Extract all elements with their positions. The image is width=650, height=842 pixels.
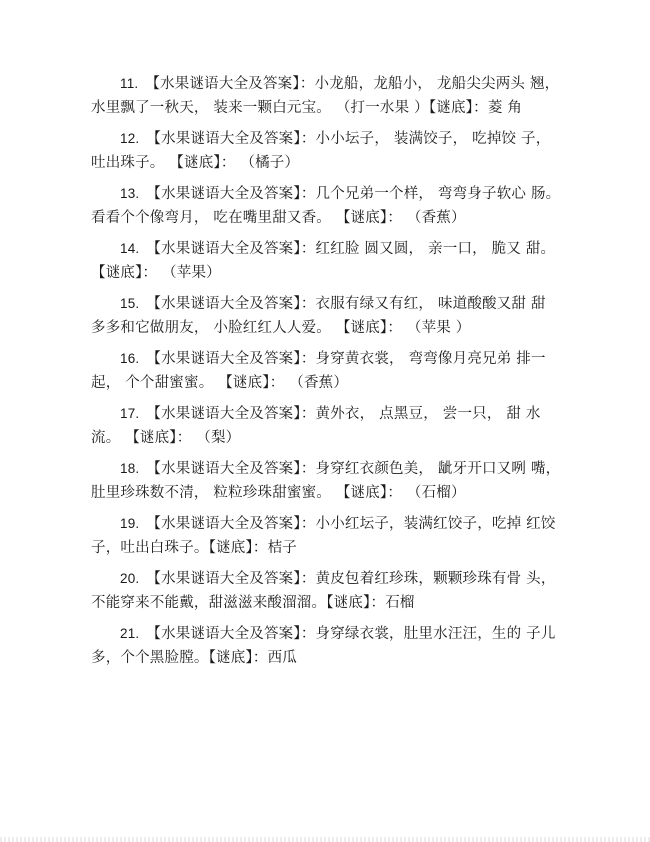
riddle-text: 【水果谜语大全及答案】：红红脸 圆又圆， 亲一口， 脆又 甜。 【谜底】： （苹果） [91,241,561,281]
riddle-number: 13. [120,186,140,201]
riddle-text: 【水果谜语大全及答案】：小小红坛子，装满红饺子，吃掉 红饺子，吐出白珠子。【谜底】：桔子 [91,516,556,556]
riddle-item [91,567,561,615]
riddle-number: 18. [120,461,140,476]
riddle-text: 【水果谜语大全及答案】：黄皮包着红珍珠，颗颗珍珠有骨 头，不能穿来不能戴，甜滋滋来酸溜溜。【谜底】：石榴 [91,571,556,611]
riddle-number: 20. [120,571,140,586]
riddle-item [91,402,561,450]
riddle-number: 14. [120,241,140,256]
riddle-text: 【水果谜语大全及答案】：身穿绿衣裳，肚里水汪汪，生的 子儿多，个个黑脸膛。【谜底】：西瓜 [91,626,556,666]
riddle-item [91,622,561,670]
riddle-text: 【水果谜语大全及答案】：小龙船，龙船小， 龙船尖尖两头 翘， 水里飘了一秋天， 装来一颗白元宝。 （打一水果 ）【谜底】：菱 角 [91,76,565,116]
riddle-text: 【水果谜语大全及答案】：几个兄弟一个样， 弯弯身子软心 肠。 看看个个像弯月， 吃在嘴里甜又香。 【谜底】： （香蕉） [91,186,566,226]
riddle-text: 【水果谜语大全及答案】：小小坛子， 装满饺子， 吃掉饺 子， 吐出珠子。 【谜底】： （橘子） [91,131,556,171]
riddle-number: 19. [120,516,140,531]
riddle-item [91,72,565,120]
riddle-text: 【水果谜语大全及答案】：身穿黄衣裳， 弯弯像月亮兄弟 排一起， 个个甜蜜蜜。 【谜底】： （香蕉） [91,351,546,391]
riddle-number: 15. [120,296,140,311]
riddle-item [91,237,561,285]
page-edge-divider [0,837,650,842]
riddle-item [91,292,561,340]
riddle-item [91,457,566,505]
riddle-item [91,182,566,230]
riddle-item [91,347,561,395]
riddle-number: 11. [120,76,139,91]
riddle-number: 17. [120,406,140,421]
riddle-item [91,512,561,560]
riddle-item [91,127,561,175]
riddle-number: 12. [120,131,140,146]
riddle-number: 16. [120,351,140,366]
riddle-list [91,72,566,677]
riddle-number: 21. [120,626,140,641]
riddle-text: 【水果谜语大全及答案】：黄外衣， 点黑豆， 尝一只， 甜 水流。 【谜底】： （梨） [91,406,541,446]
riddle-text: 【水果谜语大全及答案】：身穿红衣颜色美， 龇牙开口又咧 嘴， 肚里珍珠数不清， 粒粒珍珠甜蜜蜜。 【谜底】： （石榴） [91,461,566,501]
riddle-text: 【水果谜语大全及答案】：衣服有绿又有红， 味道酸酸又甜 甜 多多和它做朋友， 小脸红红人人爱。 【谜底】： （苹果 ） [91,296,551,336]
